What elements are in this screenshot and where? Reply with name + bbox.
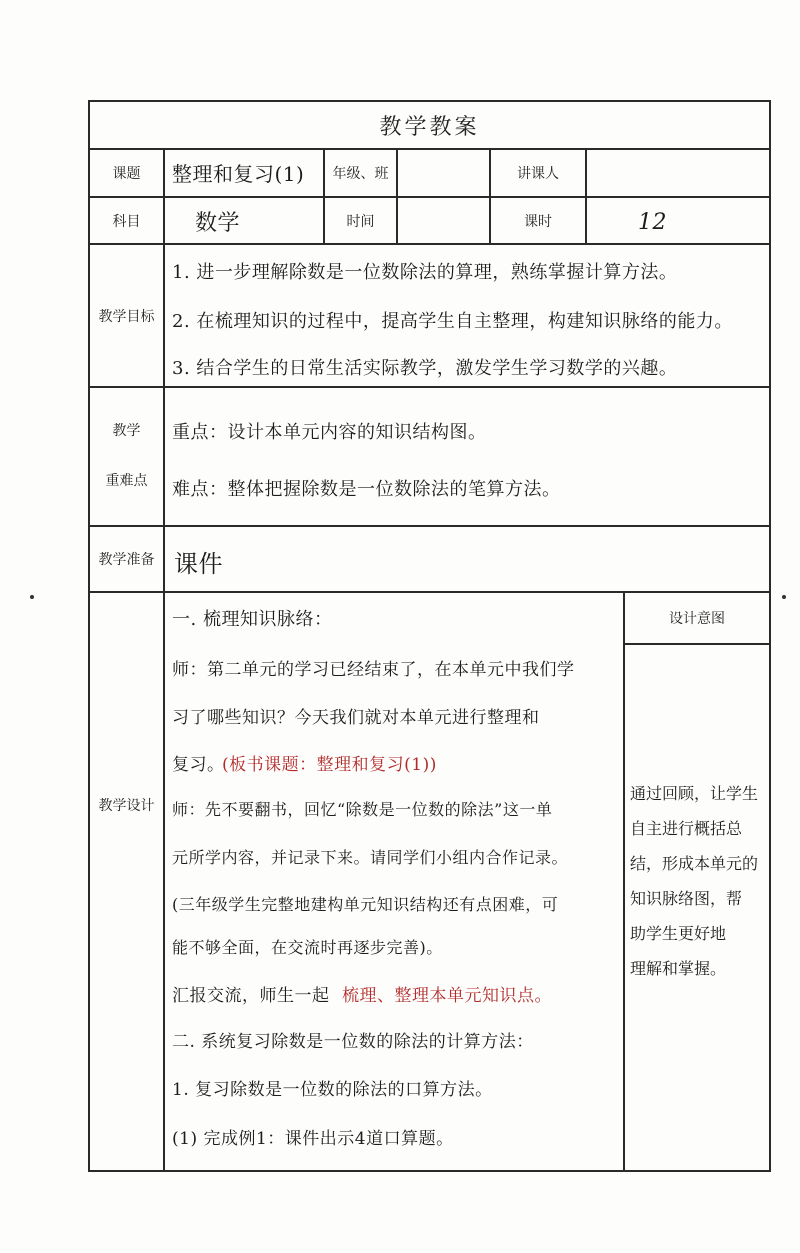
design-line-8: 能不够全面，在交流时再逐步完善)。 [172,938,443,957]
table-border-bottom [88,1170,771,1172]
row-divider [88,386,771,388]
intent-line: 通过回顾，让学生 [630,784,759,803]
design-line-1: 一. 梳理知识脉络： [172,609,333,630]
summary-note: 梳理、整理本单元知识点。 [342,986,552,1006]
topic-label: 课题 [112,166,141,182]
scan-speck [30,595,34,599]
intent-line: 自主进行概括总 [630,819,743,838]
time-label: 时间 [346,213,375,230]
time-value [398,198,489,243]
keypoints-label-line2: 重难点 [105,473,148,489]
subject-label: 科目 [112,213,141,230]
grade-value [398,150,489,196]
topic-value: 整理和复习(1) [172,162,305,186]
document-title: 教学教案 [379,114,480,140]
intent-line: 知识脉络图，帮 [630,889,743,908]
preparation-label: 教学准备 [98,552,155,568]
design-line-12: (1) 完成例1：课件出示4道口算题。 [172,1129,454,1149]
design-intent-label: 设计意图 [669,611,725,627]
key-point-text: 重点：设计本单元内容的知识结构图。 [172,422,487,443]
design-line-11: 1. 复习除数是一位数的除法的口算方法。 [172,1080,493,1100]
row-divider [88,243,771,245]
teacher-value [587,150,769,196]
design-label: 教学设计 [98,798,155,814]
table-border-right [769,100,771,1172]
intent-line: 助学生更好地 [630,924,727,943]
grade-label: 年级、班 [332,166,389,182]
subject-value: 数学 [195,211,241,236]
difficulty-text: 难点：整体把握除数是一位数除法的笔算方法。 [172,479,561,500]
hours-value: 12 [638,210,667,235]
intent-line: 结，形成本单元的 [630,854,759,873]
design-line-2: 师：第二单元的学习已经结束了，在本单元中我们学 [172,660,575,680]
design-line-4: 复习。 [172,755,225,775]
teacher-label: 讲课人 [517,166,559,182]
row-divider [88,525,771,527]
col-divider [163,148,165,1171]
hours-label: 课时 [524,213,552,230]
design-line-7: (三年级学生完整地建构单元知识结构还有点困难，可 [172,895,559,914]
intent-header-divider [623,643,770,645]
scan-speck [782,595,786,599]
keypoints-label-line1: 教学 [112,423,141,439]
preparation-value: 课件 [174,550,223,578]
design-intent-text [630,776,770,986]
intent-line: 理解和掌握。 [630,959,727,978]
goals-label: 教学目标 [98,308,155,325]
design-line-5: 师：先不要翻书，回忆“除数是一位数的除法”这一单 [172,800,553,819]
goal-line-2: 2. 在梳理知识的过程中，提高学生自主整理，构建知识脉络的能力。 [172,311,733,332]
goal-line-3: 3. 结合学生的日常生活实际教学，激发学生学习数学的兴趣。 [172,358,678,379]
design-line-10: 二. 系统复习除数是一位数的除法的计算方法： [172,1032,534,1052]
col-divider [623,591,625,1171]
board-note: (板书课题：整理和复习(1)) [222,755,437,775]
design-line-6: 元所学内容，并记录下来。请同学们小组内合作记录。 [172,848,569,867]
design-line-3: 习了哪些知识？今天我们就对本单元进行整理和 [172,708,540,728]
design-line-9: 汇报交流，师生一起 [172,986,330,1006]
goal-line-1: 1. 进一步理解除数是一位数除法的算理，熟练掌握计算方法。 [172,262,678,283]
